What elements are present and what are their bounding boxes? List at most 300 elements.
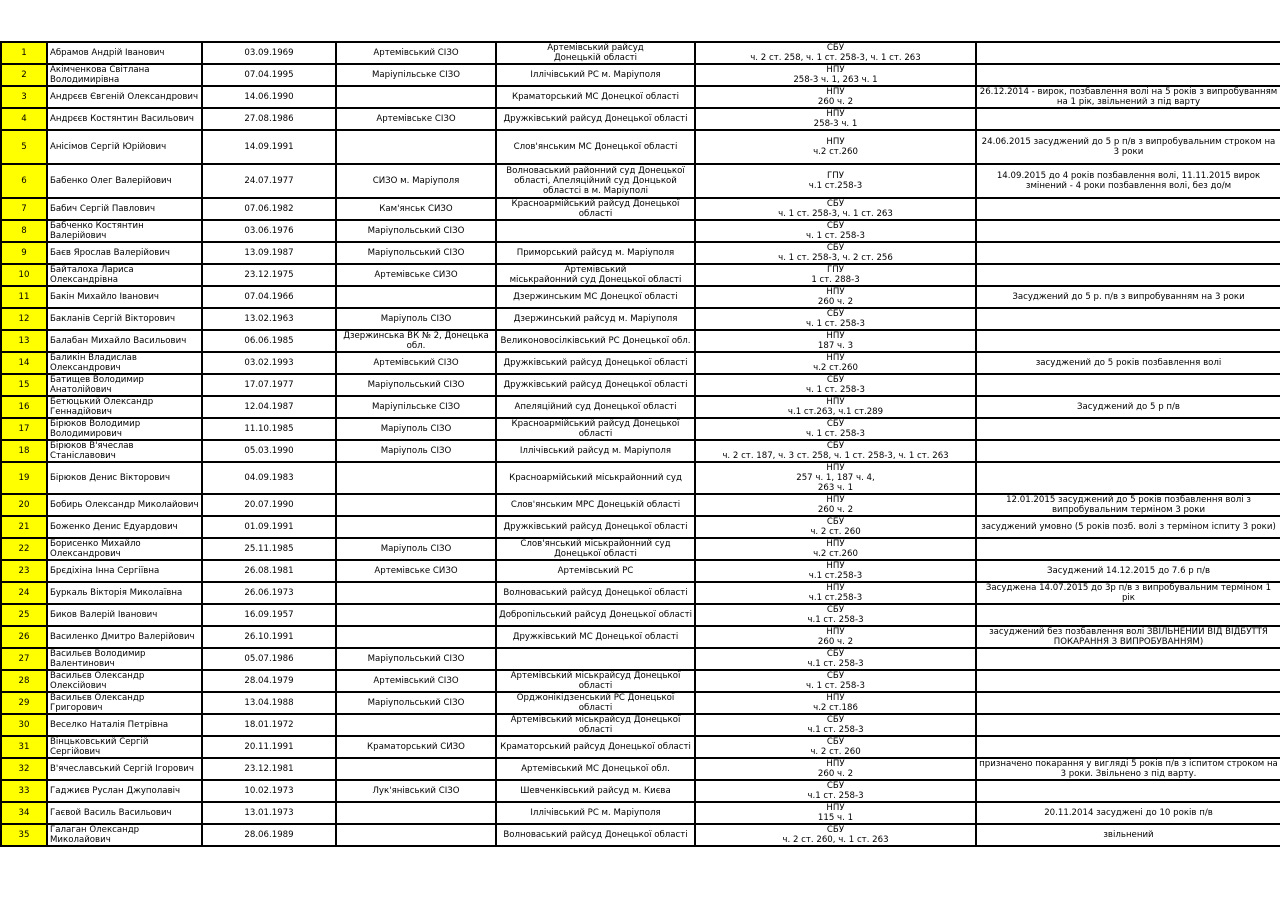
row-number-cell [1, 648, 47, 670]
birth-date-text: 26.08.1981 [244, 566, 294, 576]
court-cell [496, 264, 695, 286]
court-text: Іллічівський РС м. Маріуполя [530, 70, 661, 80]
charge-articles-cell [695, 560, 976, 582]
row-number-text: 18 [18, 446, 30, 456]
detention-place-text: Маріупільське СІЗО [372, 402, 460, 412]
table-row [1, 604, 1280, 626]
birth-date-text: 17.07.1977 [244, 380, 294, 390]
detention-place-cell [336, 824, 496, 846]
court-cell [496, 582, 695, 604]
sentence-note-text: Засуджена 14.07.2015 до 3р п/в з випробувальним терміном 1 рік [985, 583, 1272, 603]
court-text: Дружківський райсуд Донецької області [503, 522, 688, 532]
birth-date-text: 25.11.1985 [244, 544, 294, 554]
charge-articles-text: ч. 1 ст. 258-3 [806, 385, 865, 395]
detention-place-text: Дзержинська ВК № 2, Донецька обл. [343, 331, 489, 351]
detention-place-cell [336, 780, 496, 802]
court-cell [496, 538, 695, 560]
sentence-note-cell [976, 462, 1280, 494]
court-cell [496, 714, 695, 736]
charge-articles-text: 257 ч. 1, 187 ч. 4, [796, 473, 875, 483]
full-name-text: Биков Валерій Іванович [50, 610, 158, 620]
charge-articles-text: СБУ [826, 199, 845, 209]
sentence-note-text: засуджений до 5 років позбавлення волі [1035, 358, 1222, 368]
charge-articles-text: ч. 2 ст. 258, ч. 1 ст. 258-3, ч. 1 ст. 263 [750, 53, 921, 63]
court-text: Іллічівський райсуд м. Маріуполя [519, 446, 672, 456]
row-number-text: 35 [18, 830, 30, 840]
charge-articles-cell [695, 242, 976, 264]
detention-place-text: Артемівський СІЗО [373, 358, 459, 368]
birth-date-text: 13.01.1973 [244, 808, 294, 818]
full-name-cell [47, 626, 202, 648]
full-name-text: Веселко Наталія Петрівна [50, 720, 169, 730]
sentence-note-cell [976, 130, 1280, 164]
spreadsheet [0, 41, 1280, 847]
sentence-note-text: 12.01.2015 засуджений до 5 років позбавлення волі з випробувальним терміном 3 роки [1006, 495, 1251, 515]
row-number-cell [1, 714, 47, 736]
full-name-cell [47, 582, 202, 604]
table-row [1, 130, 1280, 164]
sentence-note-cell [976, 42, 1280, 64]
row-number-cell [1, 462, 47, 494]
table-row [1, 64, 1280, 86]
detention-place-text: Артемівський СІЗО [373, 48, 459, 58]
detention-place-cell [336, 604, 496, 626]
table-row [1, 516, 1280, 538]
table-row [1, 198, 1280, 220]
birth-date-cell [202, 198, 336, 220]
detention-place-cell [336, 538, 496, 560]
birth-date-cell [202, 494, 336, 516]
court-text: Слов'янським МС Донецької області [513, 142, 678, 152]
charge-articles-text: 260 ч. 2 [817, 297, 854, 307]
court-cell [496, 308, 695, 330]
charge-articles-text: СБУ [826, 825, 845, 835]
court-cell [496, 692, 695, 714]
charge-articles-text: СБУ [826, 221, 845, 231]
full-name-text: Василенко Дмитро Валерійович [50, 632, 195, 642]
table-row [1, 494, 1280, 516]
birth-date-cell [202, 802, 336, 824]
table-row [1, 374, 1280, 396]
sentence-note-cell [976, 582, 1280, 604]
charge-articles-text: СБУ [826, 781, 845, 791]
court-cell [496, 440, 695, 462]
charge-articles-text: СБУ [826, 43, 845, 53]
court-cell [496, 462, 695, 494]
row-number-cell [1, 758, 47, 780]
sentence-note-cell [976, 494, 1280, 516]
charge-articles-cell [695, 538, 976, 560]
table-row [1, 286, 1280, 308]
row-number-cell [1, 42, 47, 64]
sentence-note-text: призначено покарання у вигляді 5 років п/в з іспитом строком на 3 роки. Звільнено з під варту. [979, 759, 1278, 779]
charge-articles-text: ч.1 ст.258-3 [808, 181, 863, 191]
court-text: міськрайонний суд Донецької області [509, 275, 682, 285]
charge-articles-text: ч.1 ст. 258-3 [807, 659, 864, 669]
full-name-cell [47, 64, 202, 86]
birth-date-cell [202, 538, 336, 560]
birth-date-cell [202, 396, 336, 418]
table-row [1, 824, 1280, 846]
detention-place-text: Артемівське СІЗО [376, 114, 456, 124]
row-number-text: 26 [18, 632, 30, 642]
full-name-text: В'ячеславський Сергій Ігорович [50, 764, 194, 774]
detention-place-text: Маріуполь СІЗО [380, 424, 452, 434]
row-number-cell [1, 692, 47, 714]
court-text: Дружківський МС Донецької області [512, 632, 679, 642]
charge-articles-text: 258-3 ч. 1, 263 ч. 1 [793, 75, 878, 85]
charge-articles-cell [695, 64, 976, 86]
court-text: Волноваський райсуд Донецької області [503, 830, 688, 840]
row-number-cell [1, 604, 47, 626]
charge-articles-text: 258-3 ч. 1 [813, 119, 858, 129]
detention-place-cell [336, 42, 496, 64]
birth-date-cell [202, 692, 336, 714]
table-row [1, 42, 1280, 64]
table-row [1, 86, 1280, 108]
charge-articles-text: НПУ [826, 137, 845, 147]
full-name-cell [47, 560, 202, 582]
court-text: Дружківський райсуд Донецької області [503, 358, 688, 368]
court-cell [496, 802, 695, 824]
table-row [1, 418, 1280, 440]
sentence-note-text: Засуджений до 5 р п/в [1077, 402, 1180, 412]
full-name-text: Бірюков В'ячеслав Станіславович [50, 441, 134, 461]
sentence-note-cell [976, 352, 1280, 374]
sentence-note-text: засуджений без позбавлення волі ЗВІЛЬНЕНИЙ ВІД ВІДБУТТЯ ПОКАРАННЯ З ВИПРОБУВАННЯМ) [989, 627, 1268, 647]
birth-date-text: 18.01.1972 [244, 720, 294, 730]
detention-place-cell [336, 374, 496, 396]
charge-articles-text: НПУ [826, 627, 845, 637]
court-cell [496, 108, 695, 130]
row-number-text: 22 [18, 544, 30, 554]
charge-articles-text: ч.1 ст.258-3 [808, 571, 863, 581]
sentence-note-cell [976, 308, 1280, 330]
charge-articles-cell [695, 692, 976, 714]
charge-articles-cell [695, 626, 976, 648]
birth-date-cell [202, 42, 336, 64]
birth-date-cell [202, 824, 336, 846]
birth-date-text: 10.02.1973 [244, 786, 294, 796]
birth-date-cell [202, 560, 336, 582]
full-name-text: Боженко Денис Едуардович [50, 522, 178, 532]
full-name-cell [47, 374, 202, 396]
row-number-cell [1, 286, 47, 308]
row-number-text: 33 [18, 786, 30, 796]
detention-place-text: Артемівське СИЗО [374, 270, 458, 280]
detention-place-text: Лук'янівський СІЗО [372, 786, 460, 796]
full-name-text: Акімченкова Світлана Володимирівна [50, 65, 150, 85]
full-name-text: Буркаль Вікторія Миколаївна [50, 588, 183, 598]
row-number-cell [1, 352, 47, 374]
sentence-note-cell [976, 286, 1280, 308]
full-name-text: Батищев Володимир Анатолійович [50, 375, 144, 395]
sentence-note-text: 24.06.2015 засуджений до 5 р п/в з випробувальним строком на 3 роки [981, 137, 1276, 157]
row-number-cell [1, 582, 47, 604]
sentence-note-cell [976, 648, 1280, 670]
row-number-cell [1, 220, 47, 242]
full-name-cell [47, 440, 202, 462]
full-name-cell [47, 780, 202, 802]
full-name-cell [47, 330, 202, 352]
detention-place-text: Маріупільське СІЗО [372, 70, 460, 80]
row-number-text: 7 [21, 204, 27, 214]
charge-articles-text: 260 ч. 2 [817, 637, 854, 647]
charge-articles-cell [695, 130, 976, 164]
table-row [1, 560, 1280, 582]
row-number-cell [1, 164, 47, 198]
charge-articles-cell [695, 714, 976, 736]
full-name-cell [47, 604, 202, 626]
charge-articles-text: ч.2 ст.260 [813, 549, 858, 559]
row-number-cell [1, 670, 47, 692]
charge-articles-text: ч. 1 ст. 258-3, ч. 2 ст. 256 [778, 253, 893, 263]
court-text: Шевченківський райсуд м. Києва [520, 786, 671, 796]
charge-articles-text: СБУ [826, 517, 845, 527]
court-text: Донецькій області [553, 53, 638, 63]
sentence-note-cell [976, 538, 1280, 560]
full-name-cell [47, 824, 202, 846]
detention-place-text: Артемівське СИЗО [374, 566, 458, 576]
row-number-text: 16 [18, 402, 30, 412]
charge-articles-cell [695, 108, 976, 130]
court-text: Волноваський районний суд Донецької області, Апеляційний суд Донцькой областсі в м. Маріуполі [506, 166, 685, 196]
sentence-note-cell [976, 108, 1280, 130]
birth-date-text: 14.06.1990 [244, 92, 294, 102]
court-text: Дзержинський райсуд м. Маріуполя [513, 314, 678, 324]
row-number-cell [1, 242, 47, 264]
charge-articles-text: НПУ [826, 561, 845, 571]
sentence-note-cell [976, 374, 1280, 396]
row-number-cell [1, 86, 47, 108]
detention-place-text: Краматорський СИЗО [367, 742, 465, 752]
detention-place-cell [336, 198, 496, 220]
full-name-text: Абрамов Андрій Іванович [50, 48, 165, 58]
row-number-text: 10 [18, 270, 30, 280]
court-text: Красноармійський міськрайонний суд [509, 473, 682, 483]
charge-articles-text: ч. 1 ст. 258-3 [806, 319, 865, 329]
full-name-text: Балабан Михайло Васильович [50, 336, 187, 346]
birth-date-text: 04.09.1983 [244, 473, 294, 483]
birth-date-text: 06.06.1985 [244, 336, 294, 346]
full-name-text: Гаджиєв Руслан Джуполавіч [50, 786, 181, 796]
detention-place-cell [336, 670, 496, 692]
row-number-text: 1 [21, 48, 27, 58]
full-name-cell [47, 758, 202, 780]
detention-place-cell [336, 220, 496, 242]
birth-date-text: 20.11.1991 [244, 742, 294, 752]
charge-articles-text: ч.2 ст.186 [813, 703, 858, 713]
row-number-text: 15 [18, 380, 30, 390]
court-cell [496, 516, 695, 538]
birth-date-text: 28.06.1989 [244, 830, 294, 840]
birth-date-text: 26.06.1973 [244, 588, 294, 598]
row-number-text: 8 [21, 226, 27, 236]
table-row [1, 462, 1280, 494]
row-number-text: 12 [18, 314, 30, 324]
court-text: Слов'янський міськрайонний суд Донецької області [520, 539, 671, 559]
charge-articles-text: ч. 1 ст. 258-3 [806, 231, 865, 241]
sentence-note-cell [976, 824, 1280, 846]
birth-date-cell [202, 220, 336, 242]
birth-date-text: 13.04.1988 [244, 698, 294, 708]
detention-place-text: СИЗО м. Маріуполя [372, 176, 460, 186]
row-number-cell [1, 736, 47, 758]
birth-date-text: 05.07.1986 [244, 654, 294, 664]
full-name-cell [47, 462, 202, 494]
sentence-note-cell [976, 758, 1280, 780]
sentence-note-cell [976, 220, 1280, 242]
sentence-note-cell [976, 560, 1280, 582]
row-number-cell [1, 802, 47, 824]
full-name-cell [47, 736, 202, 758]
charge-articles-text: ч.1 ст. 258-3 [807, 725, 864, 735]
court-cell [496, 494, 695, 516]
birth-date-text: 27.08.1986 [244, 114, 294, 124]
court-cell [496, 418, 695, 440]
detention-place-cell [336, 462, 496, 494]
row-number-text: 24 [18, 588, 30, 598]
charge-articles-cell [695, 440, 976, 462]
court-cell [496, 286, 695, 308]
full-name-cell [47, 418, 202, 440]
row-number-text: 21 [18, 522, 30, 532]
charge-articles-text: НПУ [826, 759, 845, 769]
charge-articles-text: СБУ [826, 715, 845, 725]
birth-date-text: 20.07.1990 [244, 500, 294, 510]
birth-date-text: 23.12.1981 [244, 764, 294, 774]
row-number-cell [1, 108, 47, 130]
charge-articles-text: 115 ч. 1 [817, 813, 854, 823]
detention-place-cell [336, 626, 496, 648]
court-cell [496, 648, 695, 670]
birth-date-cell [202, 242, 336, 264]
detention-place-cell [336, 396, 496, 418]
charge-articles-cell [695, 264, 976, 286]
table-row [1, 108, 1280, 130]
row-number-text: 14 [18, 358, 30, 368]
detention-place-text: Маріупольський СІЗО [367, 698, 465, 708]
birth-date-cell [202, 626, 336, 648]
birth-date-cell [202, 604, 336, 626]
sentence-note-cell [976, 626, 1280, 648]
charge-articles-text: СБУ [826, 419, 845, 429]
row-number-cell [1, 130, 47, 164]
detention-place-cell [336, 330, 496, 352]
detention-place-cell [336, 516, 496, 538]
court-cell [496, 626, 695, 648]
court-text: Краматорський райсуд Донецької області [500, 742, 691, 752]
court-cell [496, 560, 695, 582]
charge-articles-text: 1 ст. 288-3 [811, 275, 860, 285]
charge-articles-text: НПУ [826, 87, 845, 97]
row-number-cell [1, 516, 47, 538]
full-name-text: Галаган Олександр Миколайович [50, 825, 140, 845]
table-row [1, 220, 1280, 242]
birth-date-text: 07.06.1982 [244, 204, 294, 214]
table-row [1, 780, 1280, 802]
charge-articles-text: СБУ [826, 605, 845, 615]
detention-place-cell [336, 418, 496, 440]
detention-place-cell [336, 494, 496, 516]
charge-articles-text: ч.1 ст.263, ч.1 ст.289 [787, 407, 884, 417]
charge-articles-text: 263 ч. 1 [817, 483, 854, 493]
court-cell [496, 824, 695, 846]
sentence-note-cell [976, 396, 1280, 418]
birth-date-text: 03.09.1969 [244, 48, 294, 58]
charge-articles-text: НПУ [826, 353, 845, 363]
birth-date-text: 13.02.1963 [244, 314, 294, 324]
full-name-text: Бобирь Олександр Миколайович [50, 500, 199, 510]
charge-articles-cell [695, 824, 976, 846]
court-cell [496, 86, 695, 108]
sentence-note-text: Засуджений 14.12.2015 до 7.6 р п/в [1046, 566, 1211, 576]
birth-date-cell [202, 164, 336, 198]
row-number-text: 25 [18, 610, 30, 620]
charge-articles-cell [695, 802, 976, 824]
charge-articles-text: ч.2 ст.260 [813, 363, 858, 373]
court-text: Дружківський райсуд Донецької області [503, 380, 688, 390]
sentence-note-cell [976, 780, 1280, 802]
charge-articles-text: ч. 1 ст. 258-3 [806, 681, 865, 691]
charge-articles-text: ГПУ [827, 171, 844, 181]
table-row [1, 264, 1280, 286]
charge-articles-text: ч. 1 ст. 258-3, ч. 1 ст. 263 [778, 209, 893, 219]
detention-place-cell [336, 648, 496, 670]
full-name-cell [47, 198, 202, 220]
row-number-text: 29 [18, 698, 30, 708]
birth-date-text: 05.03.1990 [244, 446, 294, 456]
court-cell [496, 604, 695, 626]
court-text: Великоновосілківський РС Донецької обл. [500, 336, 691, 346]
birth-date-cell [202, 440, 336, 462]
table-row [1, 538, 1280, 560]
court-text: Приморський райсуд м. Маріуполя [516, 248, 675, 258]
table-row [1, 758, 1280, 780]
table-row [1, 670, 1280, 692]
table-row [1, 802, 1280, 824]
charge-articles-text: ч. 2 ст. 260 [810, 527, 861, 537]
row-number-text: 5 [21, 142, 27, 152]
full-name-cell [47, 352, 202, 374]
full-name-cell [47, 108, 202, 130]
birth-date-text: 16.09.1957 [244, 610, 294, 620]
charge-articles-text: 260 ч. 2 [817, 505, 854, 515]
full-name-cell [47, 308, 202, 330]
court-text: Волноваський райсуд Донецької області [503, 588, 688, 598]
row-number-text: 11 [18, 292, 30, 302]
detention-place-cell [336, 164, 496, 198]
charge-articles-text: ч. 2 ст. 260, ч. 1 ст. 263 [782, 835, 889, 845]
full-name-text: Бабич Сергій Павлович [50, 204, 156, 214]
court-text: Артемівський [564, 265, 627, 275]
full-name-cell [47, 396, 202, 418]
detention-place-cell [336, 758, 496, 780]
full-name-cell [47, 164, 202, 198]
full-name-cell [47, 242, 202, 264]
full-name-text: Бірюков Денис Вікторович [50, 473, 171, 483]
row-number-text: 34 [18, 808, 30, 818]
row-number-text: 19 [18, 473, 30, 483]
row-number-text: 31 [18, 742, 30, 752]
charge-articles-text: НПУ [826, 583, 845, 593]
court-text: Красноармійський райсуд Донецької області [511, 199, 680, 219]
row-number-cell [1, 264, 47, 286]
detention-place-cell [336, 714, 496, 736]
sentence-note-cell [976, 242, 1280, 264]
table-row [1, 626, 1280, 648]
charge-articles-cell [695, 286, 976, 308]
